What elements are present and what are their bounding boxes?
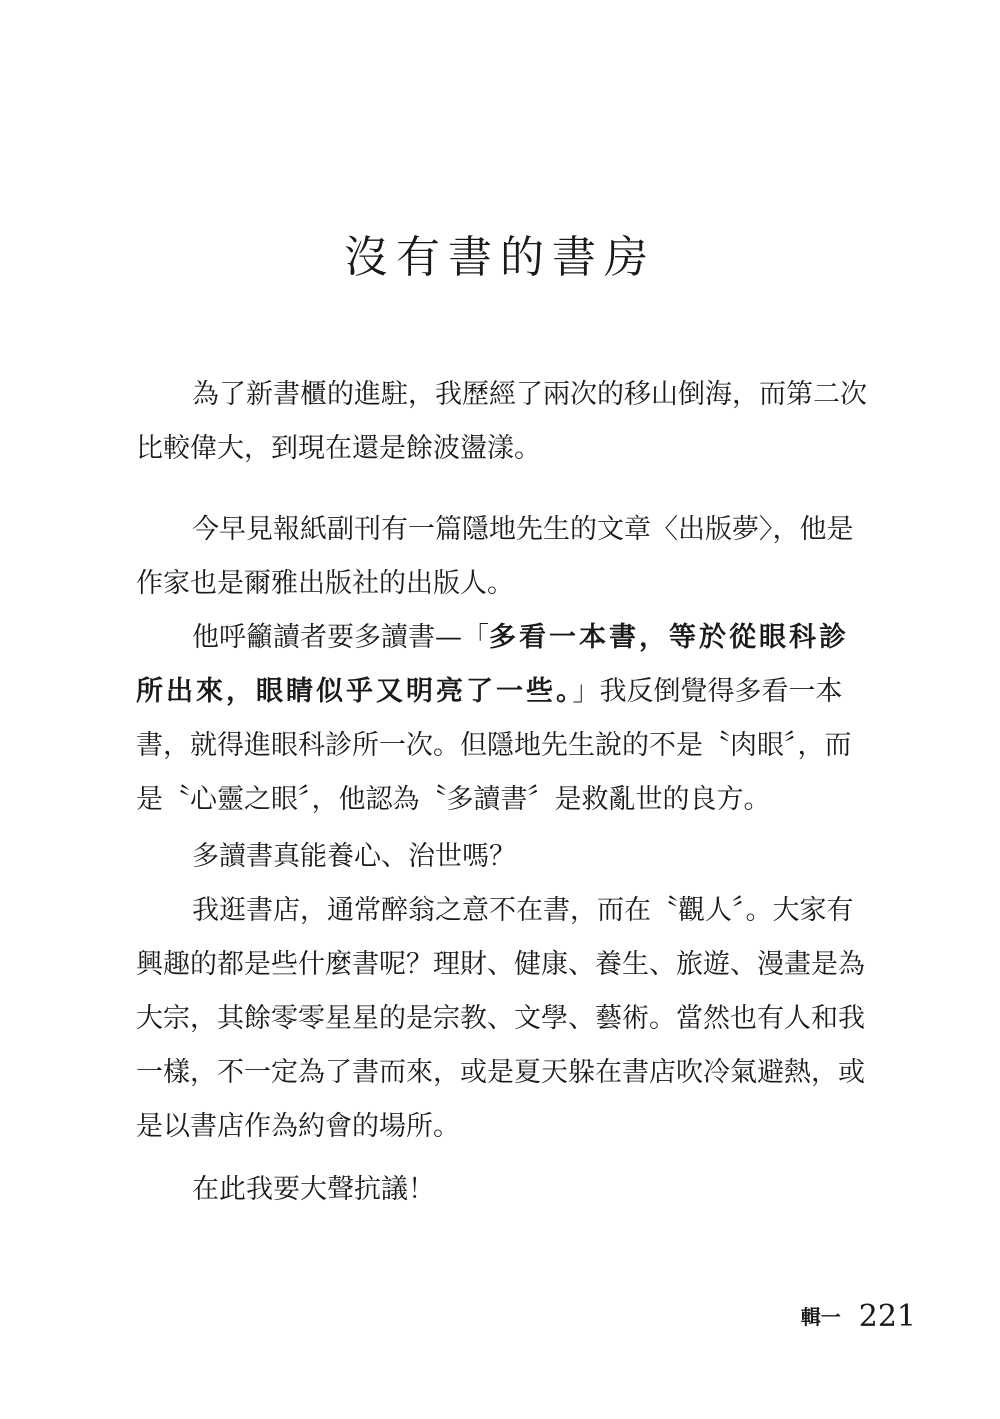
paragraph: 多讀書真能養心、治世嗎？ — [192, 841, 516, 872]
paragraph-text: 」我反倒覺得多看一本書，就得進眼科診所一次。但隱地先生說的不是〝肉眼〞，而是〝心靈之眼〞，他認為〝多讀書〞是救亂世的良方。 — [136, 676, 852, 815]
paragraph-with-quote — [136, 611, 876, 827]
text-block-4 — [136, 1163, 876, 1217]
paragraph: 在此我要大聲抗議！ — [192, 1174, 435, 1205]
text-block-2 — [136, 503, 876, 827]
page-footer — [801, 1300, 916, 1335]
page-title: 沒有書的書房 — [344, 232, 656, 283]
section-label: 輯一 — [800, 1305, 841, 1329]
paragraph-text: 他呼籲讀者要多讀書—「 — [192, 622, 489, 653]
paragraph: 我逛書店，通常醉翁之意不在書，而在〝觀人〞。大家有興趣的都是些什麼書呢？理財、健康、養生、旅遊、漫畫是為大宗，其餘零零星星的是宗教、文學、藝術。當然也有人和我一樣，不一定為了書而來，或是夏天躲在書店吹冷氣避熱，或是以書店作為約會的場所。 — [136, 895, 865, 1142]
paragraph: 為了新書櫃的進駐，我歷經了兩次的移山倒海，而第二次比較偉大，到現在還是餘波盪漾。 — [136, 379, 867, 464]
paragraph: 今早見報紙副刊有一篇隱地先生的文章〈出版夢〉，他是作家也是爾雅出版社的出版人。 — [136, 514, 854, 599]
page-number: 221 — [858, 1299, 916, 1334]
text-block-3 — [136, 830, 876, 1154]
text-block-1 — [136, 368, 876, 476]
quoted-text: 多看一本書，等於從眼科診所出來，眼睛似乎又明亮了一些。 — [136, 622, 849, 707]
